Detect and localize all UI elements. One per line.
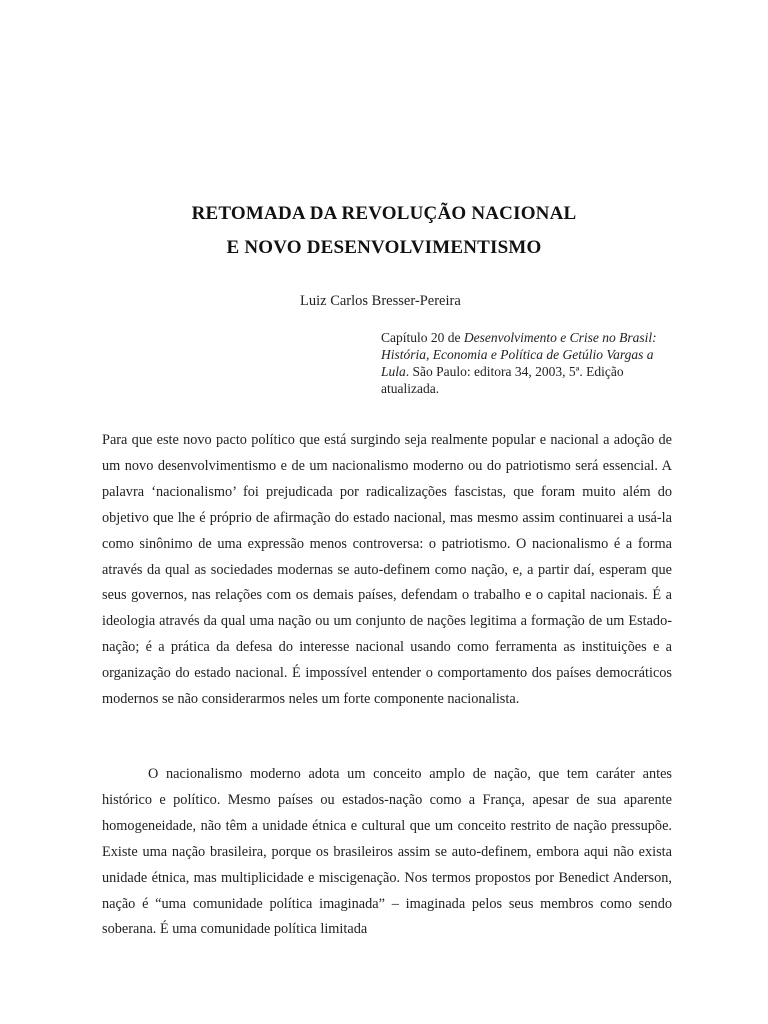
document-title-line-2: E NOVO DESENVOLVIMENTISMO [226,237,542,258]
citation-note [381,329,671,397]
citation-prefix: Capítulo 20 de [381,330,464,345]
citation-book-title: Desenvolvimento e Crise no Brasil: História, Economia e Política de Getúlio Vargas a Lula [381,330,657,379]
author-name: Luiz Carlos Bresser-Pereira [300,293,461,309]
body-paragraph-1: Para que este novo pacto político que está surgindo seja realmente popular e nacional a adoção de um novo desenvolvimentismo e de um nacionalismo moderno ou do patriotismo será essencial. A palavra ‘nacionalismo’ foi prejudicada por radicalizações fascistas, que foram muito além do objetivo que lhe é próprio de afirmação do estado nacional, mas mesmo assim continuarei a usá-la como sinônimo de uma expressão menos controversa: o patriotismo. O nacionalismo é a forma através da qual as sociedades modernas se auto-definem como nação, e, a partir daí, esperam que seus governos, nas relações com os demais países, defendam o trabalho e o capital nacionais. É a ideologia através da qual uma nação ou um conjunto de nações legitima a formação de um Estado-nação; é a prática da defesa do interesse nacional usando como ferramenta as instituições e a organização do estado nacional. É impossível entender o comportamento dos países democráticos modernos se não considerarmos neles um forte componente nacionalista. [102,432,672,708]
body-paragraph-2: O nacionalismo moderno adota um conceito amplo de nação, que tem caráter antes histórico e político. Mesmo países ou estados-nação como a França, apesar de sua aparente homogeneidade, não têm a unidade étnica e cultural que um conceito restrito de nação pressupõe. Existe uma nação brasileira, porque os brasileiros assim se auto-definem, embora aqui não exista unidade étnica, mas multiplicidade e miscigenação. Nos termos propostos por Benedict Anderson, nação é “uma comunidade política imaginada” – imaginada pelos seus membros como sendo soberana. É uma comunidade política limitada [102,766,672,938]
document-title-line-1: RETOMADA DA REVOLUÇÃO NACIONAL [191,203,577,224]
citation-suffix: . São Paulo: editora 34, 2003, 5ª. Edição atualizada. [381,364,624,396]
